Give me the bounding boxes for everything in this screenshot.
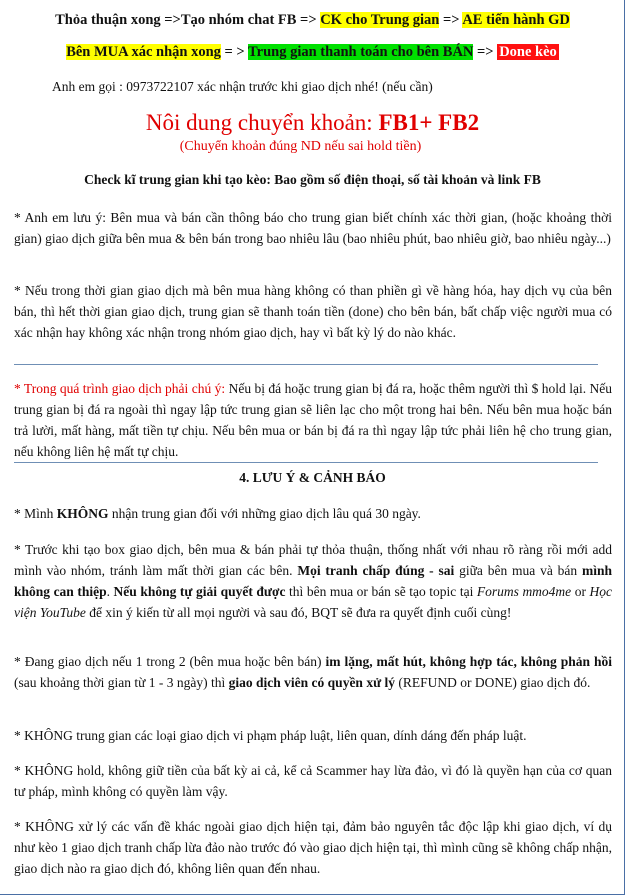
phone-note: Anh em gọi : 0973722107 xác nhận trước khi giao dịch nhé! (nếu cần): [52, 79, 433, 94]
warning-text: * Trước khi tạo box giao dịch, bên mua & bán phải tự thỏa thuận, thống nhất với nhau rõ ràng rồi mới add mình vào nhóm, tránh làm mất thời gian các bên.: [14, 542, 612, 578]
process-note-body: Nếu bị đá hoặc trung gian bị đá ra, hoặc thêm người thì $ hold lại. Nếu trung gian bị đá ra ngoài thì ngay lập tức trung gian sẽ liên lạc cho một trong hai bên. Nếu bên mua hoặc bán trả lười, mất hàng, mất tiền tự chịu. Nếu bên mua or bán bị đá ra thì ngay lập tức phải liên hệ cho trung gian, nếu không liên hệ mất tự chịu.: [14, 381, 613, 459]
warning-heading: 4. LƯU Ý & CẢNH BÁO: [239, 470, 386, 485]
transfer-title-prefix: Nôi dung chuyển khoản:: [145, 110, 379, 135]
note-paragraph: * Anh em lưu ý: Bên mua và bán cần thông báo cho trung gian biết chính xác thời gian, (hoặc khoảng thời gian) giao dịch giữa bên mua & bên bán trong bao nhiêu lâu (bao nhiêu phút, bao nhiêu giờ, bao nhiêu ngày...): [14, 210, 612, 246]
warning-text: (REFUND or DONE) giao dịch đó.: [395, 675, 591, 690]
warning-item: [14, 503, 612, 524]
warning-text: thì bên mua or bán sẽ tạo topic tại: [285, 584, 477, 599]
transfer-title: [0, 110, 625, 136]
flow-arrow: =>: [442, 12, 460, 28]
transfer-code: FB1+ FB2: [378, 110, 480, 135]
flow-arrow: = >: [224, 44, 245, 60]
warning-text: nhận trung gian đối với những giao dịch lâu quá 30 ngày.: [108, 506, 421, 521]
warning-bold: Mọi tranh chấp đúng - sai: [297, 563, 455, 578]
warning-item: * KHÔNG xử lý các vấn đề khác ngoài giao dịch hiện tại, đảm bảo nguyên tắc độc lập khi giao dịch, ví dụ như kèo 1 giao dịch tranh chấp lừa đảo nào trước đó vào giao dịch hiện tại, thì mình cũng sẽ không chấp nhận, giao dịch nào ra giao dịch đó, không liên quan đến nhau.: [14, 819, 612, 876]
forum-name: Học viện YouTube: [14, 584, 613, 620]
process-note: [14, 378, 612, 462]
flow-step-trade: AE tiến hành GD: [462, 12, 570, 28]
warning-item: [14, 539, 612, 623]
warning-item: * KHÔNG hold, không giữ tiền của bất kỳ ai cả, kể cả Scammer hay lừa đảo, vì đó là quyền hạn của cơ quan tư pháp, mình không có quyền làm vậy.: [14, 763, 612, 799]
transfer-subtitle: (Chuyển khoản đúng ND nếu sai hold tiền): [179, 139, 422, 154]
note-paragraph: * Nếu trong thời gian giao dịch mà bên mua hàng không có than phiền gì về hàng hóa, hay dịch vụ của bên bán, thì hết thời gian giao dịch, trung gian sẽ thanh toán tiền (done) cho bên bán, bất chấp việc người mua có xác nhận hay không xác nhận trong nhóm giao dịch, hay vì bất kỳ lý do nào khác.: [14, 283, 612, 340]
warning-bold: Nếu không tự giải quyết được: [113, 584, 286, 599]
flow-step-transfer: CK cho Trung gian: [320, 12, 440, 28]
process-flow-line-1: [0, 12, 625, 29]
warning-text: (sau khoảng thời gian từ 1 - 3 ngày) thì: [14, 675, 229, 690]
forum-name: Forums mmo4me: [476, 584, 572, 599]
warning-text: * Đang giao dịch nếu 1 trong 2 (bên mua hoặc bên bán): [14, 654, 326, 669]
flow-step-done: Done kèo: [499, 44, 557, 60]
warning-bold: giao dịch viên có quyền xử lý: [228, 675, 396, 690]
flow-arrow: =>: [477, 44, 494, 60]
flow-step-agree: Thỏa thuận xong =>Tạo nhóm chat FB =>: [55, 12, 317, 28]
warning-bold: KHÔNG: [56, 506, 109, 521]
flow-step-buyer-confirm: Bên MUA xác nhận xong: [66, 44, 221, 60]
warning-text: * Mình: [14, 506, 57, 521]
warning-text: .: [106, 584, 114, 599]
warning-item: * KHÔNG trung gian các loại giao dịch vi phạm pháp luật, liên quan, dính dáng đến pháp luật.: [14, 728, 527, 743]
warning-text: or: [571, 584, 590, 599]
warning-bold: mình không can thiệp: [14, 563, 613, 599]
separator-line: [14, 462, 598, 463]
process-flow-line-2: [0, 44, 625, 61]
warning-text: giữa bên mua và bán: [454, 563, 582, 578]
flow-step-pay-seller: Trung gian thanh toán cho bên BÁN: [248, 44, 474, 60]
warning-item: [14, 651, 612, 693]
warning-text: để xin ý kiến từ all mọi người và sau đó, BQT sẽ đưa ra quyết định cuối cùng!: [85, 605, 512, 620]
check-note: Check kĩ trung gian khi tạo kèo: Bao gồm số điện thoại, số tài khoản và link FB: [84, 172, 541, 187]
separator-line: [14, 364, 598, 365]
warning-bold: im lặng, mất hút, không hợp tác, không phản hồi: [325, 654, 612, 669]
process-note-lead: * Trong quá trình giao dịch phải chú ý:: [14, 381, 226, 396]
